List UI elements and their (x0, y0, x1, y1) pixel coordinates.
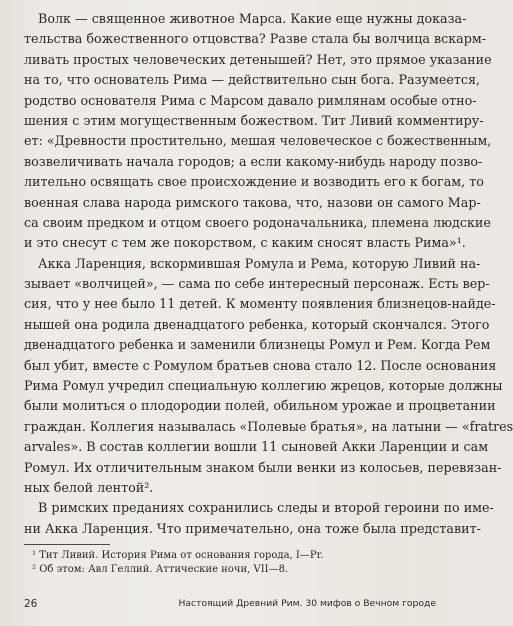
page-number: 26 (24, 598, 38, 610)
text-line: двенадцатого ребенка и заменили близнецы Ромул и Рем. Когда Рем (24, 337, 491, 353)
text-line: нышей она родила двенадцатого ребенка, который скончался. Этого (24, 316, 490, 332)
main-text (24, 9, 513, 539)
text-line: ни Акка Ларенция. Что примечательно, она тоже была представит- (24, 520, 481, 536)
text-line: и это снесут с тем же покорством, с каким сносят власть Рима»¹. (24, 235, 466, 251)
text-line: родство основателя Рима с Марсом давало римлянам особые отно- (24, 92, 477, 108)
running-title: Настоящий Древний Рим. 30 мифов о Вечном городе (178, 598, 436, 609)
text-line: ливать простых человеческих детенышей? Нет, это прямое указание (24, 51, 492, 67)
text-line: Волк — священное животное Марса. Какие еще нужны доказа- (38, 11, 467, 26)
text-line: были молиться о плодородии полей, обильном урожае и процветании (24, 398, 496, 414)
page-footer (24, 598, 436, 612)
text-line: был убит, вместе с Ромулом братьев снова стало 12. После основания (24, 357, 497, 373)
text-line: военная слава народа римского такова, что, назови он самого Мар- (24, 194, 481, 210)
footnote: ¹ Тит Ливий. История Рима от основания города, I—Pr. (32, 550, 324, 561)
text-line: В римских преданиях сохранились следы и второй героини по име- (38, 500, 494, 516)
footnote: ² Об этом: Авл Геллий. Аттические ночи, VII—8. (32, 563, 289, 575)
text-line: arvales». В состав коллегии вошли 11 сыновей Акки Ларенции и сам (24, 439, 489, 455)
footnote-separator (24, 544, 110, 545)
text-line: сия, что у нее было 11 детей. К моменту появления близнецов-найде- (24, 296, 496, 312)
text-line: Акка Ларенция, вскормившая Ромула и Рема, которую Ливий на- (38, 255, 481, 271)
text-line: граждан. Коллегия называлась «Полевые братья», на латыни — «fratres (24, 418, 513, 434)
text-line: зывает «волчицей», — сама по себе интересный персонаж. Есть вер- (24, 276, 490, 292)
text-line: Рима Ромул учредил специальную коллегию жрецов, которые должны (24, 378, 503, 394)
text-line: на то, что основатель Рима — действительно сын бога. Разумеется, (24, 72, 481, 88)
text-line: са своим предком и отцом своего родоначальника, племена людские (24, 214, 491, 230)
text-line: ных белой лентой². (24, 479, 154, 495)
text-line: Ромул. Их отличительным знаком были венки из колосьев, перевязан- (24, 459, 502, 475)
text-line: шения с этим могущественным божеством. Тит Ливий комментиру- (24, 112, 484, 128)
text-line: возвеличивать начала городов; а если какому-нибудь народу позво- (24, 153, 483, 169)
footnotes (24, 544, 436, 576)
text-line: тельства божественного отцовства? Разве стала бы волчица вскарм- (24, 31, 487, 47)
text-line: лительно освящать свое происхождение и возводить его к богам, то (24, 174, 484, 190)
text-line: ет: «Древности простительно, мешая человеческое с божественным, (24, 133, 492, 149)
